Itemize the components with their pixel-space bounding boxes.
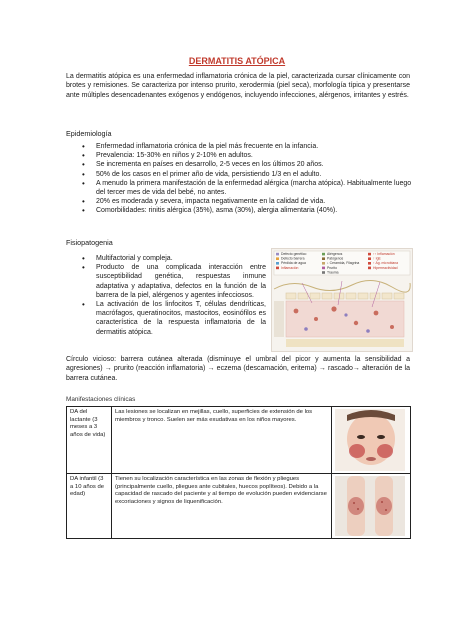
legend-label: Patógenos	[327, 256, 344, 261]
fisiopatogenia-list	[80, 254, 266, 337]
legend-marker	[368, 257, 371, 260]
table-row	[67, 407, 411, 474]
stage-cell: DA infantil (3 a 10 años de edad)	[67, 474, 112, 539]
list-item: • Enfermedad inflamatoria crónica de la piel más frecuente en la infancia.	[80, 142, 420, 151]
legend-label: Inflamación	[281, 265, 299, 270]
legend-marker	[322, 257, 325, 260]
legend-marker	[368, 253, 371, 256]
table-row	[67, 474, 411, 539]
list-item: • La activación de los linfocitos T, células dendríticas, macrófagos, queratinocitos, mastocitos, eosinófilos es característica de la respuesta inflamatoria de la dermatitis atópica.	[80, 300, 266, 337]
legend-marker	[276, 257, 279, 260]
legend-label: ↑↑ Inflamación	[373, 252, 395, 256]
legend-label: ↑ Ag. microbiana	[373, 261, 399, 266]
stage-cell: DA del lactante (3 meses a 3 años de vida)	[67, 407, 112, 474]
list-item: • 20% es moderada y severa, impacta negativamente en la calidad de vida.	[80, 197, 420, 206]
circulo-vicioso-paragraph: Círculo vicioso: barrera cutánea alterada (disminuye el umbral del picor y aumenta la sensibilidad a agresiones) → prurito (reacción inflamatoria) → eczema (descamación, eritema) → rascado→ alteración de la barrera cutánea.	[66, 356, 410, 382]
legend-marker	[322, 267, 325, 270]
legend-marker	[322, 262, 325, 265]
intro-paragraph: La dermatitis atópica es una enfermedad inflamatoria crónica de la piel, caracterizada cursar clínicamente con brotes y remisiones. Se caracteriza por intenso prurito, xerodermia (piel seca), morfología típica y presentarse ante múltiples desencadenantes exógenos y endógenos, incluyendo infecciones, alérgenos, irritantes y estrés.	[66, 73, 410, 99]
list-item: • 50% de los casos en el primer año de vida, persistiendo 1/3 en el adulto.	[80, 170, 420, 179]
legs-flexure-photo	[335, 476, 405, 536]
list-item: • Comorbilidades: rinitis alérgica (35%), asma (30%), alergia alimentaria (40%).	[80, 206, 420, 215]
fisiopatogenia-heading: Fisiopatogenia	[66, 238, 113, 247]
description-cell: Tienen su localización característica en las zonas de flexión y pliegues (principalmente cuello, pliegues ante cubitales, huecos poplíteos). Debido a la capacidad de rascado del paciente y al tiempo de evolución pueden evidenciarse excoriaciones y signos de liquenificación.	[112, 474, 332, 539]
diagram-illustration	[272, 249, 412, 351]
manifestaciones-table	[66, 406, 411, 539]
pathophysiology-diagram	[271, 248, 413, 352]
legend-marker	[322, 271, 325, 274]
document-title: DERMATITIS ATÓPICA	[188, 56, 286, 66]
legend-label: Hiperreactividad	[373, 265, 398, 270]
photo-cell	[332, 407, 411, 474]
list-item: • A menudo la primera manifestación de la enfermedad alérgica (marcha atópica). Habitualmente luego del tercer mes de vida del bebé, no antes.	[80, 179, 420, 197]
legend-label: Defecto genético	[281, 252, 307, 256]
list-item: • Producto de una complicada interacción entre susceptibilidad genética, respuestas inmune adaptativa y adaptativa, defectos en la función de la barrera de la piel, alérgenos y agentes infecciosos.	[80, 263, 266, 300]
epidemiologia-heading: Epidemiología	[66, 129, 112, 138]
legend-label: Pérdida de agua	[281, 261, 306, 266]
legend-marker	[276, 267, 279, 270]
manifestaciones-heading: Manifestaciones clínicas	[66, 396, 136, 403]
photo-cell	[332, 474, 411, 539]
list-item: • Se incrementa en países en desarrollo, 2-5 veces en los últimos 20 años.	[80, 160, 420, 169]
legend-marker	[368, 267, 371, 270]
infant-face-photo	[335, 409, 405, 471]
description-cell: Las lesiones se localizan en mejillas, cuello, superficies de extensión de los miembros y tronco. Suelen ser más exudativas en los niños mayores.	[112, 407, 332, 474]
legend-label: Alérgenos	[327, 252, 343, 256]
legend-label: ↓ Ceramida, Filagrina	[327, 261, 360, 266]
list-item: • Prevalencia: 15-30% en niños y 2-10% en adultos.	[80, 151, 420, 160]
legend-marker	[276, 253, 279, 256]
legend-label: Prurito	[327, 265, 337, 270]
list-item: • Multifactorial y compleja.	[80, 254, 266, 263]
legend-marker	[368, 262, 371, 265]
legend-label: Trauma	[327, 270, 339, 275]
legend-label: ↑ IgE	[373, 256, 381, 261]
legend-marker	[322, 253, 325, 256]
legend-label: Defecto barrera	[281, 256, 305, 261]
legend-marker	[276, 262, 279, 265]
epidemiologia-list	[80, 142, 420, 216]
